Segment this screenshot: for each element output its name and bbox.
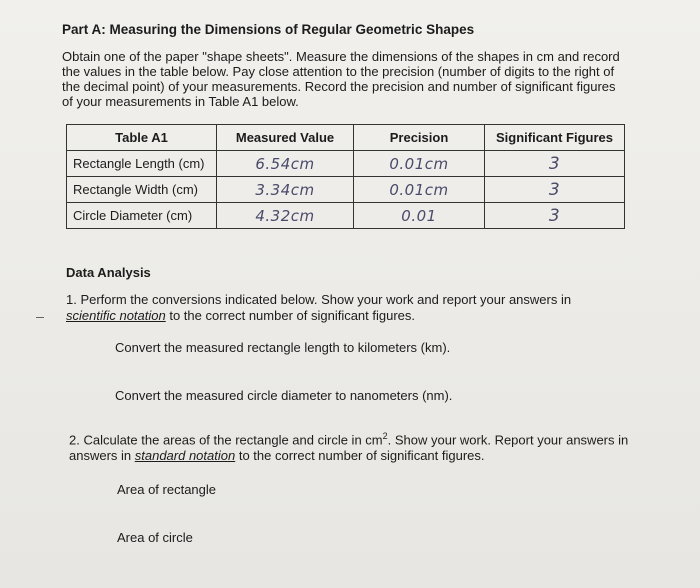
question-1 <box>66 292 626 324</box>
handwritten-measured-value: 6.54cm <box>217 151 354 177</box>
header-measured-value: Measured Value <box>217 125 354 151</box>
intro-paragraph: Obtain one of the paper "shape sheets". Measure the dimensions of the shapes in cm and record the values in the table below. Pay close attention to the precision (number of digits to the right of the decimal point) of your measurements. Record the precision and number of significant figures of your measurements in Table A1 below. <box>62 49 620 109</box>
handwritten-sig-figs: 3 <box>485 177 625 203</box>
handwritten-precision: 0.01cm <box>354 177 485 203</box>
squared-superscript: 2 <box>382 431 388 441</box>
question-2-text-end: to the correct number of significant figures. <box>235 448 485 464</box>
table-header-row <box>67 125 625 151</box>
question-1-text-end: to the correct number of significant figures. <box>165 308 416 323</box>
table-a1 <box>66 124 625 229</box>
handwritten-sig-figs: 3 <box>485 151 625 177</box>
standard-notation-emphasis: standard notation <box>134 448 236 464</box>
row-label: Rectangle Width (cm) <box>67 177 217 203</box>
row-label: Circle Diameter (cm) <box>67 203 217 229</box>
handwritten-measured-value: 3.34cm <box>217 177 354 203</box>
question-1-text: 1. Perform the conversions indicated below. Show your work and report your answers in <box>66 292 572 307</box>
question-2a: Area of rectangle <box>117 482 217 497</box>
question-2: 2. Calculate the areas of the rectangle and circle in $cm^2$. Show your work. Report your answers in answers in standard notation to the correct number of significant figures. <box>69 431 629 464</box>
handwritten-precision: 0.01 <box>354 203 485 229</box>
question-2b: Area of circle <box>117 530 193 545</box>
data-analysis-heading: Data Analysis <box>66 265 151 280</box>
header-significant-figures: Significant Figures <box>485 125 625 151</box>
row-label: Rectangle Length (cm) <box>67 151 217 177</box>
part-a-title: Part A: Measuring the Dimensions of Regular Geometric Shapes <box>62 22 475 37</box>
table-row <box>67 203 625 229</box>
handwritten-measured-value: 4.32cm <box>217 203 354 229</box>
question-1b: Convert the measured circle diameter to nanometers (nm). <box>115 388 453 403</box>
table-row <box>67 177 625 203</box>
question-2-text-mid: . Show your work. Report your answers in <box>387 432 629 448</box>
handwritten-precision: 0.01cm <box>354 151 485 177</box>
table-row <box>67 151 625 177</box>
question-2-text: 2. Calculate the areas of the rectangle and circle in cm <box>69 432 383 448</box>
header-precision: Precision <box>354 125 485 151</box>
scientific-notation-emphasis: scientific notation <box>66 308 166 323</box>
header-table-a1: Table A1 <box>67 125 217 151</box>
question-1a: Convert the measured rectangle length to kilometers (km). <box>115 340 451 355</box>
handwritten-sig-figs: 3 <box>485 203 625 229</box>
margin-mark <box>36 317 44 318</box>
